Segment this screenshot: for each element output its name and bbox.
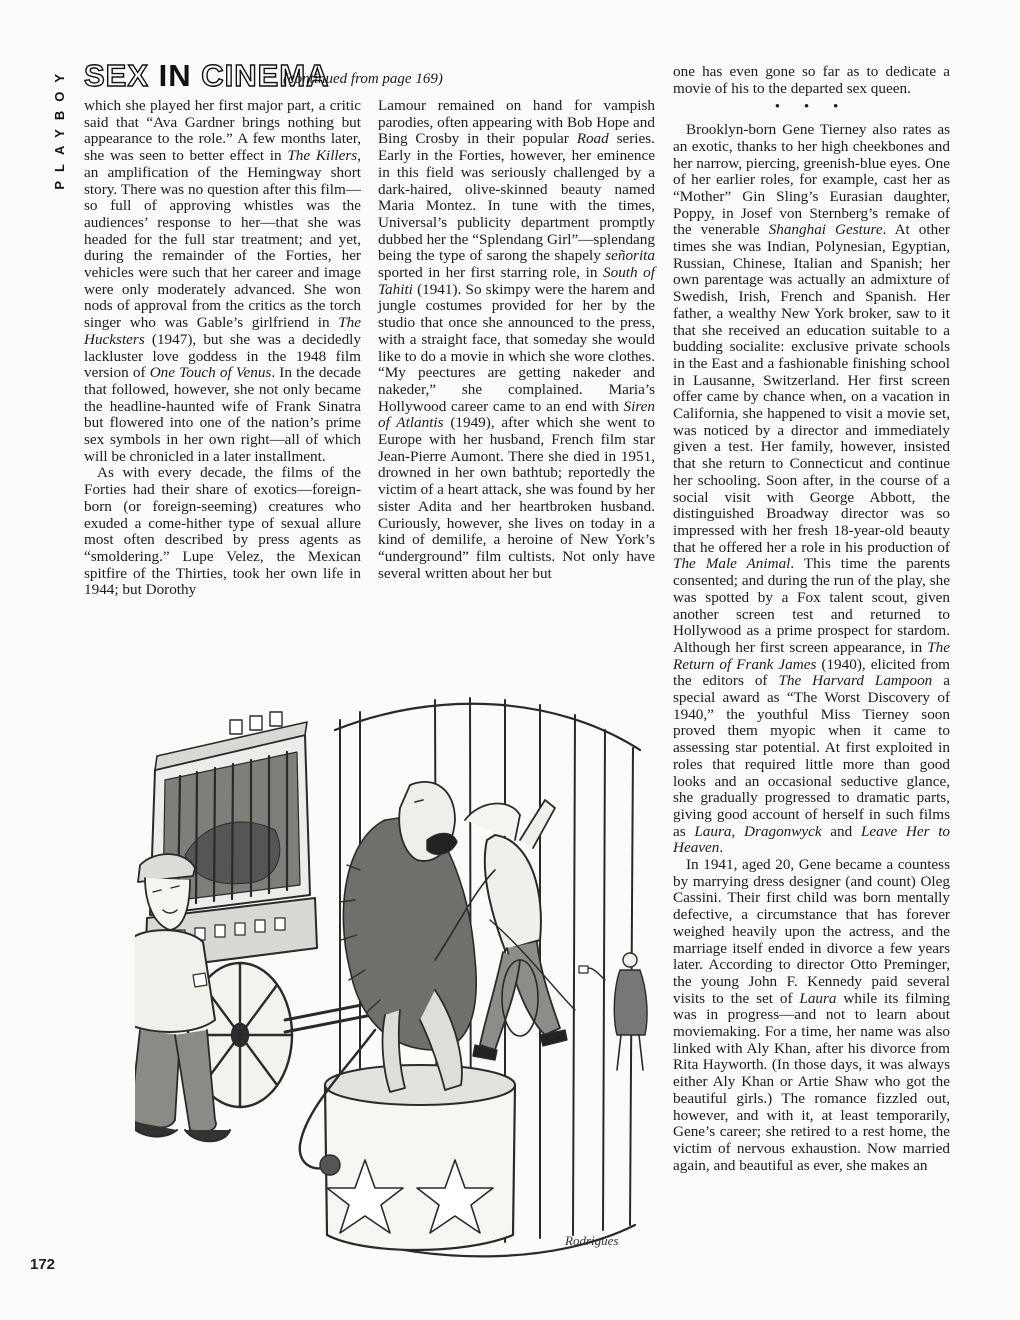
film-title: Laura bbox=[694, 822, 732, 840]
cartoon-illustration bbox=[135, 690, 675, 1270]
film-title: South of Tahiti bbox=[378, 264, 655, 298]
film-title: One Touch of Venus bbox=[149, 364, 272, 382]
publication-title: The Harvard Lampoon bbox=[778, 672, 933, 690]
star-pedestal bbox=[325, 1065, 515, 1250]
background-figure bbox=[579, 953, 647, 1070]
film-title: The Killers bbox=[287, 147, 358, 165]
paragraph: As with every decade, the films of the Forties had their share of exotics—foreign-born (or foreign-seeming) creatures who exuded a come-hither type of sexual allure most often described by press agents as “smoldering.” Lupe Velez, the Mexican spitfire of the Thirties, took her own life in 1944; but Dorothy bbox=[84, 464, 361, 599]
magazine-name: PLAYBOY bbox=[52, 65, 67, 190]
film-title: Dragonwyck bbox=[744, 822, 822, 840]
film-title: Shanghai Gesture bbox=[768, 221, 883, 239]
paragraph: Lamour remained on hand for vampish parodies, often appearing with Bob Hope and Bing Crosby in their popular Road series. Early in the Forties, however, her eminence in this field was seriously challenged by a dark-haired, olive-skinned beauty named Maria Montez. In tune with the times, Universal’s publicity department promptly dubbed her the “Splendang Girl”—splendang being the type of sarong the shapely señorita sported in her first starring role, in South of Tahiti (1941). So skimpy were the harem and jungle costumes provided for her by the studio that once she announced to the press, with a straight face, that someday she would like to do a movie in which she wore clothes. “My peectures are getting nakeder and nakeder,” she complained. Maria’s Hollywood career came to an end with Siren of Atlantis (1949), after which she went to Europe with her husband, French film star Jean-Pierre Aumont. There she died in 1951, drowned in her own bathtub; reportedly the victim of a heart attack, she was found by her sister Adita and her heartbroken husband. Curiously, however, she lives on today in a kind of demilife, a heroine of New York’s “underground” film cultists. Not only have several written about her but bbox=[378, 97, 655, 582]
film-title: The Male Animal bbox=[673, 555, 791, 573]
paragraph: In 1941, aged 20, Gene became a countess by marrying dress designer (and count) Oleg Cassini. Their first child was born mentally defective, a circumstance that has forever weighed heavily upon the actress, and the marriage itself ended in divorce a few years later. According to director Otto Preminger, the young John F. Kennedy paid several visits to the set of Laura while its filming was in progress—and not to learn about moviemaking. For a time, her name was also linked with Aly Khan, after his divorce from Rita Hayworth. (In those days, it was always either Aly Khan or Artie Shaw who got the beautiful girls.) The romance fizzled out, however, and with it, at least temporarily, Gene’s career; she retired to a rest home, the victim of nervous exhaustion. Now married again, and beautiful as ever, she makes an bbox=[673, 856, 950, 1174]
film-title: Road bbox=[576, 130, 609, 148]
film-title: Leave Her to Heaven bbox=[673, 822, 950, 857]
film-title: The Return of Frank James bbox=[673, 638, 950, 673]
article-column-1 bbox=[84, 98, 361, 599]
film-title: The Hucksters bbox=[84, 314, 361, 348]
artist-signature: Rodrigues bbox=[565, 1233, 619, 1248]
title-word-sex: SEX bbox=[84, 58, 150, 93]
film-title: Laura bbox=[799, 989, 837, 1007]
paragraph: one has even gone so far as to dedicate a movie of his to the departed sex queen. bbox=[673, 64, 950, 97]
paragraph: Brooklyn-born Gene Tierney also rates as an exotic, thanks to her high cheekbones and her narrow, piercing, greenish-blue eyes. One of her earlier roles, for example, cast her as “Mother” Gin Sling’s Eurasian daughter, Poppy, in Josef von Sternberg’s remake of the venerable Shanghai Gesture. At other times she was Indian, Polynesian, Egyptian, Russian, Chinese, Italian and Spanish; her own parentage was actually an admixture of Swedish, Irish, French and Spanish. Her father, a wealthy New York broker, saw to it that she received an education suitable to a budding socialite: exclusive private schools in the East and a fashionable finishing school in Lausanne, Switzerland. Her first screen offer came by chance when, on a vacation in California, she happened to visit a movie set, was noticed by a director and immediately given a test. Her family, however, insisted that she return to Connecticut and continue her schooling. Soon after, in the course of a social visit with George Abbott, the distinguished Broadway director was so impressed with her fresh 18-year-old beauty that he offered her a role in his production of The Male Animal. This time the parents consented; and during the run of the play, she was spotted by a Fox talent scout, given another screen test and returned to Hollywood as a prime prospect for stardom. Although her first screen appearance, in The Return of Frank James (1940), elicited from the editors of The Harvard Lampoon a special award as “The Worst Discovery of 1940,” the youthful Miss Tierney soon proved them myopic when it came to assessing star potential. At first exploited in roles that required little more than good looks and an occasional seductive glance, she gradually progressed to dramatic parts, giving good account of herself in such films as Laura, Dragonwyck and Leave Her to Heaven. bbox=[673, 121, 950, 857]
paragraph: which she played her first major part, a critic said that “Ava Gardner brings nothing but appearance to the role.” A few months later, she was seen to better effect in The Killers, an amplification of the Hemingway short story. There was no question after this film—so full of approving whistles was the audiences’ response to her—that she was headed for the full star treatment; and yet, during the remainder of the Forties, her vehicles were such that her career and image were only moderately advanced. She won nods of approval from the critics as the torch singer who was Gable’s girlfriend in The Hucksters (1947), but she was a decidedly lackluster love goddess in the 1948 film version of One Touch of Venus. In the decade that followed, however, she not only became the headline-haunted wife of Frank Sinatra but flowered into one of the nation’s prime sex symbols in her own right—all of which will be chronicled in a later installment. bbox=[84, 97, 361, 465]
continued-note: (continued from page 169) bbox=[283, 71, 443, 87]
film-title: Siren of Atlantis bbox=[378, 397, 655, 432]
article-column-3 bbox=[673, 64, 950, 1282]
foreign-word: señorita bbox=[605, 247, 655, 265]
section-separator: • • • bbox=[774, 98, 849, 116]
title-word-cinema: CINEMA bbox=[201, 58, 330, 93]
article-column-2 bbox=[378, 98, 655, 582]
title-word-in: IN bbox=[158, 58, 192, 93]
page-number: 172 bbox=[30, 1256, 56, 1273]
